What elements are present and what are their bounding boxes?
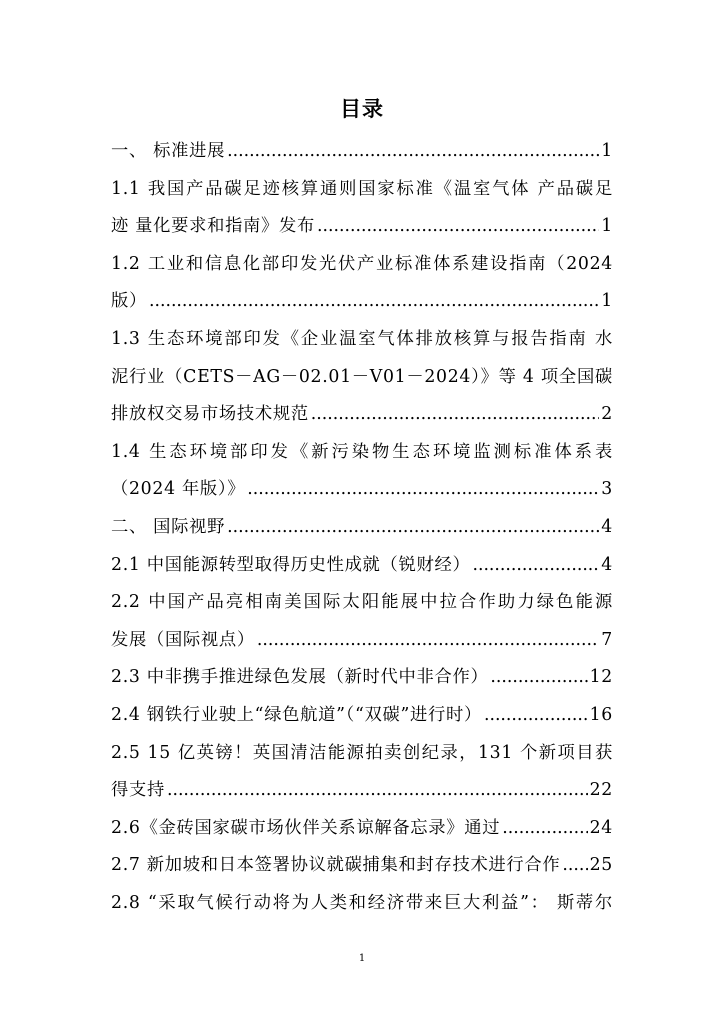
toc-entry-page: 1 — [601, 141, 613, 161]
toc-entry-page: 16 — [589, 704, 613, 725]
toc-entry-line: 1.3 生态环境部印发《企业温室气体排放核算与报告指南 水 — [111, 328, 613, 349]
toc-entry-text: 迹 量化要求和指南》发布 — [111, 216, 315, 237]
toc-entry-line: 1.1 我国产品碳足迹核算通则国家标准《温室气体 产品碳足 — [111, 178, 613, 199]
dot-leader — [490, 659, 587, 697]
toc-entry-last-line — [111, 697, 613, 735]
toc-entry-text: 2.7 新加坡和日本签署协议就碳捕集和封存技术进行合作 — [111, 855, 561, 876]
toc-entry-text: 得支持 — [111, 780, 165, 801]
toc-entry[interactable] — [111, 847, 613, 885]
toc-entry-last-line — [111, 547, 613, 585]
toc-entry-line: 2.8 “采取气候行动将为人类和经济带来巨大利益”： 斯蒂尔 — [111, 892, 613, 913]
toc-entry-page: 22 — [589, 780, 613, 801]
toc-entry-page: 1 — [601, 216, 613, 237]
dot-leader — [257, 622, 599, 660]
toc-entry-text: 二、 国际视野 — [111, 516, 226, 537]
toc-entry-last-line — [111, 847, 613, 885]
toc-entry-text: 2.6《金砖国家碳市场伙伴关系谅解备忘录》通过 — [111, 817, 501, 838]
toc-entry-last-line — [111, 396, 613, 434]
toc-entry[interactable] — [111, 697, 613, 735]
toc-entry[interactable] — [111, 885, 613, 923]
toc-entry-page: 2 — [601, 404, 613, 425]
page-number: 1 — [358, 953, 366, 964]
toc-entry[interactable] — [111, 584, 613, 659]
toc-entry-line: 2.2 中国产品亮相南美国际太阳能展中拉合作助力绿色能源 — [111, 592, 613, 613]
toc-entry[interactable] — [111, 133, 613, 171]
toc-entry[interactable] — [111, 810, 613, 848]
toc-title: 目录 — [340, 97, 384, 121]
toc-entry-text: 2.3 中非携手推进绿色发展（新时代中非合作） — [111, 667, 489, 688]
toc-entry-text: 一、 标准进展 — [111, 141, 226, 161]
dot-leader — [167, 772, 588, 810]
table-of-contents — [111, 133, 613, 922]
toc-entry-line: 1.2 工业和信息化部印发光伏产业标准体系建设指南（2024 — [111, 253, 613, 274]
dot-leader — [317, 208, 599, 246]
toc-entry[interactable] — [111, 434, 613, 509]
toc-entry-last-line — [111, 659, 613, 697]
dot-leader — [562, 847, 587, 885]
toc-entry-page: 4 — [601, 516, 613, 537]
dot-leader — [472, 547, 599, 585]
toc-entry-last-line — [111, 471, 613, 509]
toc-entry-last-line — [111, 208, 613, 246]
toc-entry-line: 1.4 生态环境部印发《新污染物生态环境监测标准体系表 — [111, 441, 613, 462]
toc-entry[interactable] — [111, 171, 613, 246]
toc-entry-text: 排放权交易市场技术规范 — [111, 404, 309, 425]
toc-entry-page: 1 — [601, 291, 613, 312]
dot-leader — [149, 283, 599, 321]
toc-entry-page: 12 — [589, 667, 613, 688]
toc-entry[interactable] — [111, 509, 613, 547]
dot-leader — [227, 133, 599, 171]
dot-leader — [247, 471, 599, 509]
toc-entry-last-line — [111, 772, 613, 810]
toc-entry-page: 25 — [589, 855, 613, 876]
toc-entry-text: 2.4 钢铁行业驶上“绿色航道”（“双碳”进行时） — [111, 704, 482, 725]
dot-leader — [227, 509, 599, 547]
toc-entry-last-line — [111, 810, 613, 848]
toc-entry-last-line — [111, 133, 613, 171]
toc-entry[interactable] — [111, 659, 613, 697]
toc-entry-text: （2024 年版）》 — [111, 479, 246, 500]
dot-leader — [502, 810, 587, 848]
toc-entry-text: 版） — [111, 291, 147, 312]
dot-leader — [484, 697, 588, 735]
toc-entry-page: 7 — [601, 629, 613, 650]
toc-entry[interactable] — [111, 547, 613, 585]
dot-leader — [311, 396, 600, 434]
toc-entry-page: 24 — [589, 817, 613, 838]
toc-entry-last-line — [111, 283, 613, 321]
toc-entry-text: 2.1 中国能源转型取得历史性成就（锐财经） — [111, 554, 471, 575]
toc-entry[interactable] — [111, 735, 613, 810]
toc-entry[interactable] — [111, 246, 613, 321]
toc-entry[interactable] — [111, 321, 613, 434]
toc-entry-last-line — [111, 622, 613, 660]
toc-entry-line: 泥行业（CETS－AG－02.01－V01－2024）》等 4 项全国碳 — [111, 366, 613, 387]
toc-entry-line: 2.5 15 亿英镑！英国清洁能源拍卖创纪录，131 个新项目获 — [111, 742, 613, 763]
toc-entry-page: 3 — [601, 479, 613, 500]
toc-entry-page: 4 — [601, 554, 613, 575]
toc-entry-last-line — [111, 509, 613, 547]
toc-entry-text: 发展（国际视点） — [111, 629, 255, 650]
